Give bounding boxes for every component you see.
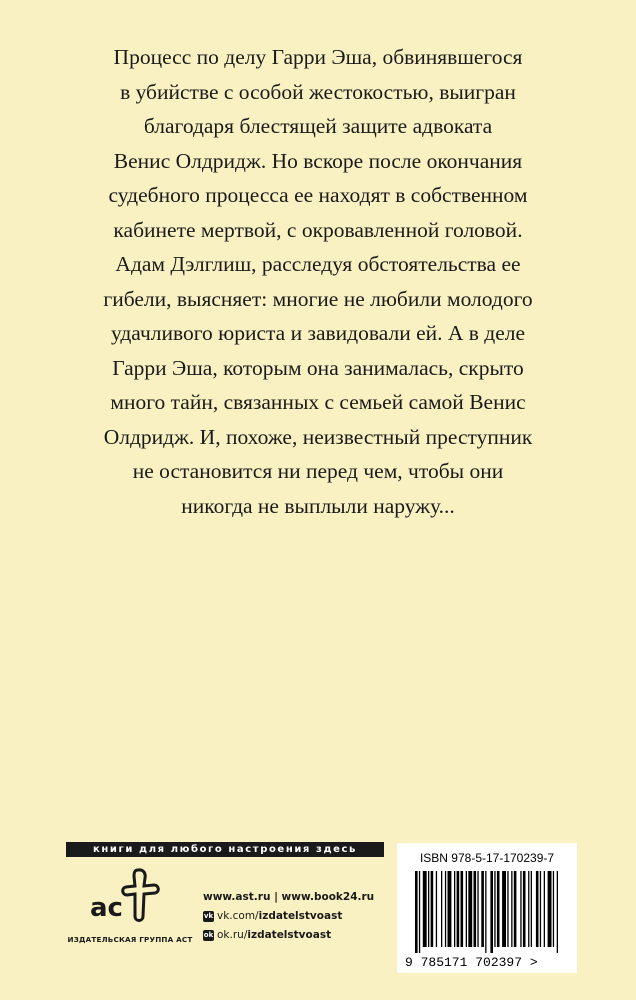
ok-icon: ok [203,931,214,939]
blurb-line: Адам Дэлглиш, расследуя обстоятельства ее [115,252,521,276]
vk-prefix: vk.com/ [217,910,259,922]
blurb-line: судебного процесса ее находят в собственном [108,183,528,207]
blurb-line: Процесс по делу Гарри Эша, обвинявшегося [113,45,523,69]
barcode-bar [497,871,500,947]
publisher-name: ИЗДАТЕЛЬСКАЯ ГРУППА АСТ [67,935,193,944]
barcode-digits: 9 785171 702397 > [405,955,538,969]
blurb-line: не остановится ни перед чем, чтобы они [132,459,504,483]
barcode-bar [528,871,529,947]
blurb-line: в убийстве с особой жестокостью, выигран [120,79,516,104]
barcode-bar [490,871,493,953]
back-cover-blurb [40,40,596,523]
website-links[interactable]: www.ast.ru | www.book24.ru [203,891,375,903]
blurb-line: Гарри Эша, которым она занималась, скрыто [112,355,524,380]
barcode-bar [428,871,429,947]
vk-handle: izdatelstvoast [258,910,343,922]
barcode-bar [431,871,434,947]
barcode-bars [415,871,558,953]
publisher-links [203,888,374,945]
barcode-bar [520,871,521,947]
ok-handle: izdatelstvoast [247,929,332,941]
barcode-bar [423,871,427,947]
barcode-bar [548,871,552,947]
barcode-bar [461,871,464,947]
barcode-bar [511,871,512,947]
barcode-bar [502,871,506,947]
barcode-bar [477,871,478,947]
vk-link[interactable] [203,907,374,926]
barcode-bar [457,871,460,947]
isbn-barcode-box [397,843,577,973]
vk-icon: vk [203,912,214,920]
barcode-bar [485,871,486,953]
blurb-line: удачливого юриста и завидовали ей. А в деле [110,321,526,345]
barcode-bar [445,871,446,947]
blurb-line: благодаря блестящей защите адвоката [143,114,493,138]
ok-prefix: ok.ru/ [217,929,248,941]
barcode-bar [441,871,442,947]
barcode-bar [507,871,508,947]
barcode [403,869,571,969]
barcode-bar [468,871,472,947]
blurb-line: гибели, выясняет: многие не любили молодого [103,286,533,311]
barcode-bar [553,871,554,947]
barcode-bar [466,871,467,947]
logo-text: ac [90,893,123,923]
blurb-line: Олдридж. И, похоже, неизвестный преступник [103,424,533,449]
blurb-line: кабинете мертвой, с окровавленной головой. [113,217,523,242]
ast-logo-icon [88,866,168,926]
blurb-line: Венис Олдридж. Но вскоре после окончания [113,148,523,173]
barcode-bar [531,871,532,947]
barcode-bar [557,871,558,953]
barcode-bar [415,871,418,953]
barcode-bar [536,871,539,947]
barcode-bar [540,871,541,947]
tagline-banner: книги для любого настроения здесь [66,842,384,857]
blurb-line: никогда не выплыли наружу... [181,493,455,518]
barcode-bar [448,871,452,947]
blurb-line: много тайн, связанных с семьей самой Венис [110,390,526,414]
barcode-bar [419,871,420,953]
ok-link[interactable] [203,926,374,945]
barcode-bar [494,871,495,947]
barcode-bar [481,871,484,947]
isbn-label: ISBN 978-5-17-170239-7 [419,851,555,865]
barcode-bar [514,871,517,947]
barcode-bar [454,871,455,947]
barcode-bar [523,871,526,947]
barcode-bar [544,871,545,947]
barcode-bar [474,871,477,947]
barcode-bar [436,871,437,947]
